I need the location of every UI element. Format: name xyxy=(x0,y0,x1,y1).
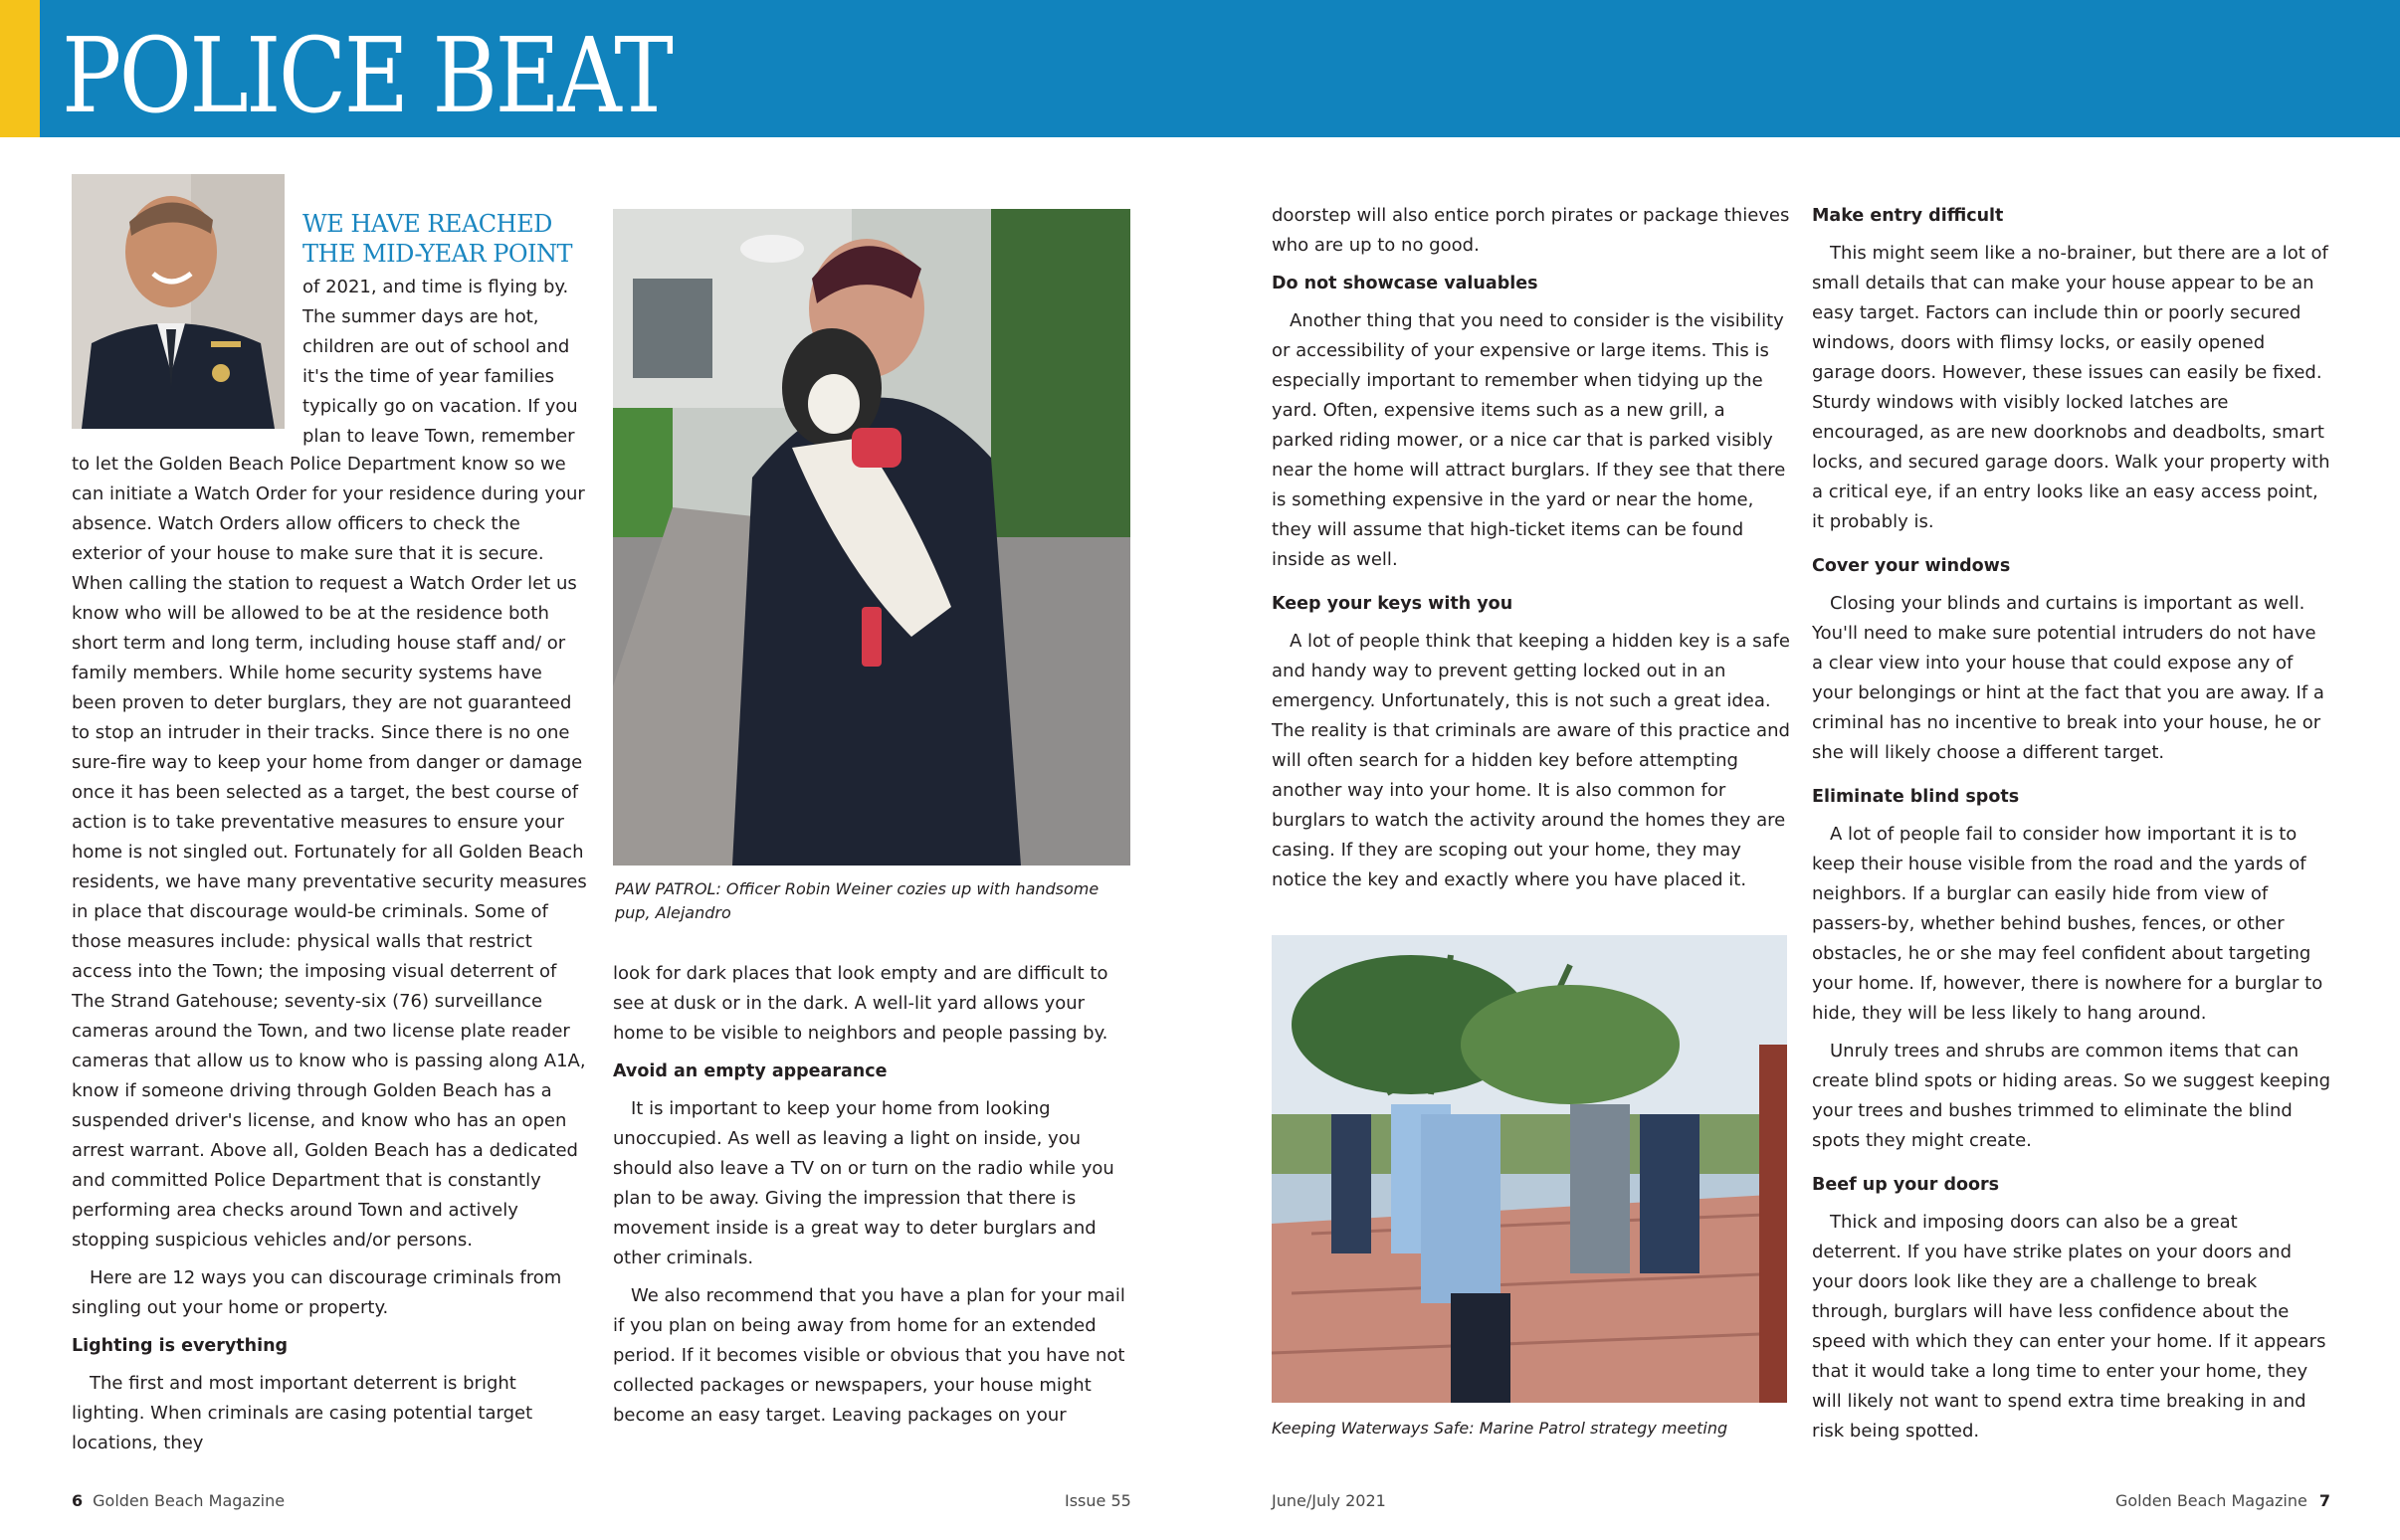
intro-line: The summer days are hot, xyxy=(302,306,539,327)
intro-lines xyxy=(302,273,601,452)
section-heading: Eliminate blind spots xyxy=(1812,787,2020,807)
section-heading: Avoid an empty appearance xyxy=(613,1061,888,1081)
intro-line: children are out of school and xyxy=(302,336,570,357)
footer-left xyxy=(72,1490,285,1512)
column-1 xyxy=(72,450,591,1458)
body-paragraph: We also recommend that you have a plan for your mail if you plan on being away from home for an extended period. If it becomes visible or obvious that you have not collected packages or newspapers, your house might become an easy target. Leaving packages on your xyxy=(613,1285,1125,1426)
photo-caption: PAW PATROL: Officer Robin Weiner cozies up with handsome pup, Alejandro xyxy=(615,879,1100,922)
section-heading: Keep your keys with you xyxy=(1272,594,1513,614)
photo-image xyxy=(1272,935,1787,1403)
body-paragraph: Unruly trees and shrubs are common items that can create blind spots or hiding areas. So we suggest keeping your trees and bushes trimmed to eliminate the blind spots they might create. xyxy=(1812,1041,2331,1151)
intro-line: it's the time of year families xyxy=(302,366,555,387)
body-paragraph: look for dark places that look empty and are difficult to see at dusk or in the dark. A well-lit yard allows your home to be visible to neighbors and people passing by. xyxy=(613,963,1108,1044)
body-paragraph: This might seem like a no-brainer, but there are a lot of small details that can make your house appear to be an easy target. Factors can include thin or poorly secured windows, doors with flimsy locks, or easily opened garage doors. However, these issues can easily be fixed. Sturdy windows with visibly locked latches are encouraged, as are new doorknobs and deadbolts, smart locks, and secured garage doors. Walk your property with a critical eye, if an entry looks like an easy access point, it probably is. xyxy=(1812,243,2330,532)
photo-caption: Keeping Waterways Safe: Marine Patrol strategy meeting xyxy=(1272,1419,1728,1438)
officer-dog-photo xyxy=(613,209,1130,866)
column-3 xyxy=(1272,201,1791,895)
intro-line: plan to leave Town, remember xyxy=(302,426,575,447)
portrait-image xyxy=(72,174,285,429)
photo-image xyxy=(613,209,1130,866)
issue-date: June/July 2021 xyxy=(1272,1491,1386,1510)
page-number: 6 xyxy=(72,1491,84,1510)
body-paragraph: doorstep will also entice porch pirates or package thieves who are up to no good. xyxy=(1272,205,1790,256)
marine-patrol-photo xyxy=(1272,935,1787,1403)
body-paragraph: Closing your blinds and curtains is important as well. You'll need to make sure potential intruders do not have a clear view into your house that could expose any of your belongings or hint at the fact that you are away. If a criminal has no incentive to break into your house, he or she will likely choose a different target. xyxy=(1812,593,2324,763)
section-heading: Cover your windows xyxy=(1812,556,2011,576)
page-number: 7 xyxy=(2318,1491,2330,1510)
section-heading: Beef up your doors xyxy=(1812,1175,2000,1195)
header-banner xyxy=(0,0,2400,137)
body-paragraph: A lot of people fail to consider how important it is to keep their house visible from the road and the yards of neighbors. If a burglar can easily hide from view of passers-by, whether behind bushes, fences, or other obstacles, he or she may feel confident about targeting your home. If, however, there is nowhere for a burglar to hide, they will be less likely to hang around. xyxy=(1812,824,2323,1024)
page-title: POLICE BEAT xyxy=(62,15,672,136)
section-heading: Do not showcase valuables xyxy=(1272,274,1538,293)
body-paragraph: to let the Golden Beach Police Department know so we can initiate a Watch Order for your residence during your absence. Watch Orders allow officers to check the exterior of your house to make sure that it is secure. When calling the station to request a Watch Order let us know who will be allowed to be at the residence both short term and long term, including house staff and/ or family members. While home security systems have been proven to deter burglars, they are not guaranteed to stop an intruder in their tracks. Since there is no one sure-fire way to keep your home from danger or damage once it has been selected as a target, the best course of action is to take preventative measures to ensure your home is not singled out. Fortunately for all Golden Beach residents, we have many preventative security measures in place that discourage would-be criminals. Some of those measures include: physical walls that restrict access into the Town; the imposing visual deterrent of The Strand Gatehouse; seventy-six (76) surveillance cameras around the Town, and two license plate reader cameras that allow us to know who is passing along A1A, know if someone driving through Golden Beach has a suspended driver's license, and know who has an open arrest warrant. Above all, Golden Beach has a dedicated and committed Police Department that is constantly performing area checks around Town and actively stopping suspicious vehicles and/or persons. xyxy=(72,454,587,1251)
issue-number: Issue 55 xyxy=(1065,1491,1131,1510)
body-paragraph: The first and most important deterrent is bright lighting. When criminals are casing potential target locations, they xyxy=(72,1373,533,1453)
intro-line: of 2021, and time is flying by. xyxy=(302,277,569,297)
intro-line: typically go on vacation. If you xyxy=(302,396,578,417)
body-paragraph: A lot of people think that keeping a hidden key is a safe and handy way to prevent getting locked out in an emergency. Unfortunately, this is not such a great idea. The reality is that criminals are aware of this practice and will often search for a hidden key before attempting another way into your home. It is also common for burglars to watch the activity around the homes they are casing. If they are scoping out your home, they may notice the key and exactly where you have placed it. xyxy=(1272,631,1790,890)
article-headline: WE HAVE REACHED THE MID-YEAR POINT xyxy=(302,210,573,268)
column-1-intro xyxy=(302,209,601,452)
body-paragraph: Thick and imposing doors can also be a great deterrent. If you have strike plates on your doors and your doors look like they are a challenge to break through, burglars will have less confidence about the speed with which they can enter your home. If it appears that it would take a long time to enter your home, they will likely not want to spend extra time breaking in and risk being spotted. xyxy=(1812,1212,2326,1442)
body-paragraph: Here are 12 ways you can discourage criminals from singling out your home or property. xyxy=(72,1267,562,1318)
body-paragraph: It is important to keep your home from looking unoccupied. As well as leaving a light on inside, you should also leave a TV on or turn on the radio while you plan to be away. Giving the impression that there is movement inside is a great way to deter burglars and other criminals. xyxy=(613,1098,1114,1268)
chief-portrait xyxy=(72,174,285,429)
accent-bar xyxy=(0,0,40,137)
column-4 xyxy=(1812,201,2331,1446)
body-paragraph: Another thing that you need to consider is the visibility or accessibility of your expensive or large items. This is especially important to remember when tidying up the yard. Often, expensive items such as a new grill, a parked riding mower, or a nice car that is parked visibly near the home will attract burglars. If they see that there is something expensive in the yard or near the home, they will assume that high-ticket items can be found inside as well. xyxy=(1272,310,1786,570)
section-heading: Lighting is everything xyxy=(72,1336,289,1356)
magazine-name: Golden Beach Magazine xyxy=(2114,1491,2307,1510)
magazine-name: Golden Beach Magazine xyxy=(93,1491,286,1510)
section-heading: Make entry difficult xyxy=(1812,206,2004,226)
footer-right xyxy=(2115,1490,2330,1512)
column-2 xyxy=(613,959,1132,1431)
